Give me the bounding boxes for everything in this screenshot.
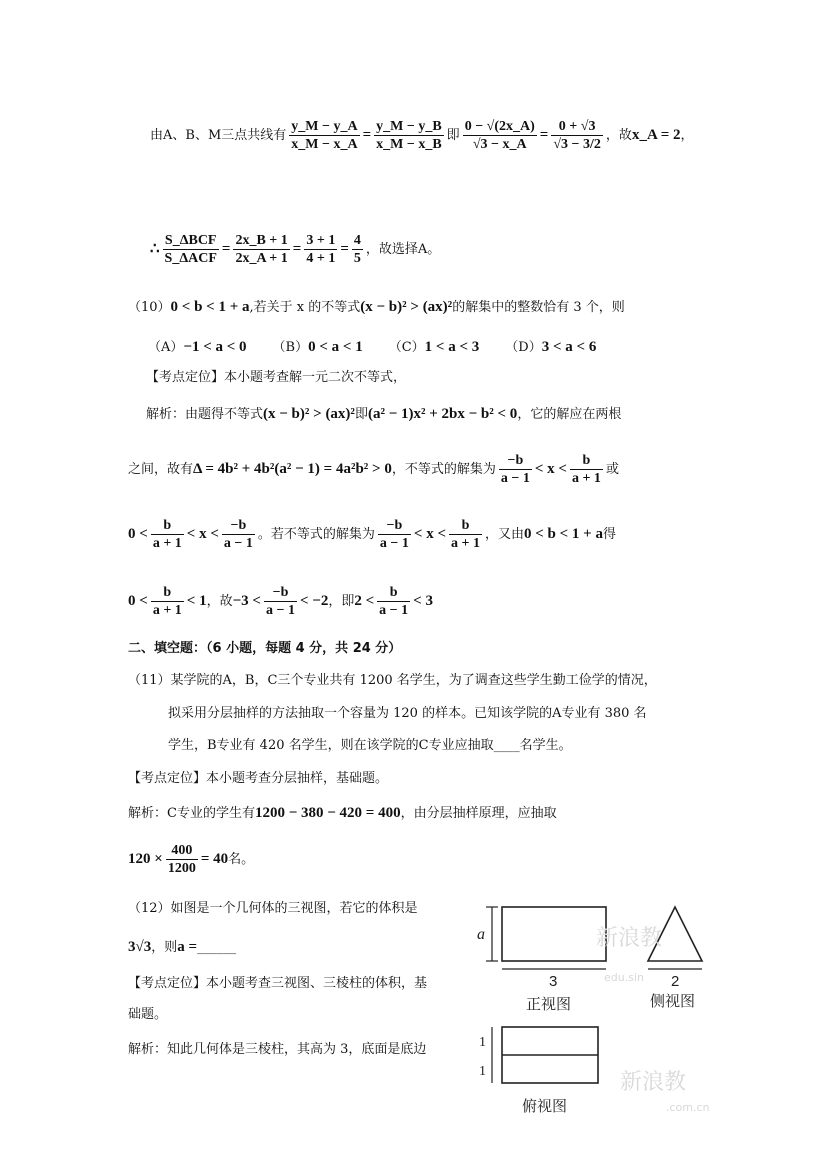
dim-1b-label: 1 (479, 1064, 486, 1079)
fraction (449, 517, 482, 552)
option-label: （C） (388, 340, 425, 355)
denominator: x_M − x_A (291, 137, 358, 152)
q11-solution (128, 804, 557, 823)
denominator: a − 1 (223, 536, 253, 551)
math: 120 × (128, 851, 163, 867)
q10-solution-line-1 (146, 405, 621, 424)
text: ， (680, 128, 694, 143)
option-b (273, 340, 363, 355)
text: ，即 (328, 594, 355, 609)
q12-knowledge-point-line-2: 础题。 (128, 1007, 168, 1022)
option-a (148, 340, 247, 355)
numerator: y_M − y_B (376, 119, 442, 134)
numerator: −b (222, 517, 255, 535)
text: ,若关于 x 的不等式 (249, 300, 361, 315)
top-view (479, 1027, 598, 1115)
question-10-options (148, 338, 596, 357)
watermark-text-1: 新浪教 (596, 926, 663, 951)
math: 3√3 (128, 939, 152, 955)
denominator: 5 (353, 251, 361, 266)
equals: = (221, 241, 231, 257)
option-value: 0 < a < 1 (308, 339, 363, 355)
side-view (648, 907, 702, 1010)
math: = 40 (200, 851, 229, 867)
question-10 (128, 298, 625, 317)
question-number: （10） (128, 300, 171, 315)
option-value: 3 < a < 6 (541, 339, 597, 355)
text: 由A、B、M三点共线有 (150, 128, 287, 143)
equals: = (362, 127, 372, 143)
numerator: −b (378, 517, 411, 535)
denominator: S_ΔACF (164, 251, 217, 266)
watermark-url-1: edu.sin (604, 971, 644, 984)
fraction (222, 517, 255, 552)
fraction (233, 232, 289, 267)
watermark-text-2: 新浪教 (620, 1070, 687, 1095)
text: 名。 (228, 852, 255, 867)
text: ，故 (605, 128, 632, 143)
numerator: b (377, 584, 410, 602)
math: (a² − 1)x² + 2bx − b² < 0 (367, 406, 518, 422)
front-view (477, 907, 606, 1013)
text: 。若不等式的解集为 (257, 527, 375, 542)
option-value: −1 < a < 0 (183, 339, 247, 355)
fraction (163, 232, 219, 267)
q11-line-1: （11）某学院的A，B，C三个专业共有 1200 名学生，为了调查这些学生勤工俭学的情况， (128, 673, 657, 688)
fraction (378, 517, 411, 552)
denominator: a − 1 (379, 536, 409, 551)
dim-2-label: 2 (671, 973, 680, 990)
q11-result (128, 842, 254, 877)
text: 得 (602, 527, 616, 542)
line-collinear (150, 118, 694, 153)
equals: = (539, 127, 549, 143)
q12-solution: 解析：知此几何体是三棱柱，其高为 3，底面是底边 (128, 1042, 427, 1057)
front-view-rectangle (502, 907, 606, 961)
denominator: a − 1 (500, 471, 530, 486)
numerator: 4 (353, 233, 361, 248)
option-d (505, 340, 596, 355)
q10-knowledge-point: 【考点定位】本小题考查解一元二次不等式， (146, 370, 407, 385)
text: 即 (446, 128, 460, 143)
text: 的解集中的整数恰有 3 个，则 (452, 300, 625, 315)
q10-solution-line-4 (128, 584, 433, 619)
fraction (551, 118, 603, 153)
q11-line-2: 拟采用分层抽样的方法抽取一个容量为 120 的样本。已知该学院的A专业有 380 名 (168, 706, 647, 721)
text: 或 (605, 462, 619, 477)
text: ，不等式的解集为 (391, 462, 496, 477)
numerator: b (151, 584, 184, 602)
three-view-figure (470, 893, 730, 1163)
fraction (377, 584, 410, 619)
denominator: a + 1 (451, 536, 480, 551)
section-heading-fill-in: 二、填空题：（6 小题，每题 4 分，共 24 分） (128, 641, 402, 656)
fraction (151, 517, 184, 552)
q12-knowledge-point-line-1: 【考点定位】本小题考查三视图、三棱柱的体积，基 (128, 976, 428, 991)
fraction (374, 118, 444, 153)
denominator: x_M − x_B (376, 137, 442, 152)
numerator: 2x_B + 1 (235, 233, 288, 248)
fraction (151, 584, 184, 619)
denominator: a + 1 (152, 536, 182, 551)
math: (x − b)² > (ax)² (263, 406, 355, 422)
text: 解析：C专业的学生有 (128, 806, 255, 821)
numerator: 400 (166, 842, 198, 860)
equals: = (340, 241, 349, 257)
numerator: b (449, 517, 482, 535)
option-label: （D） (505, 340, 542, 355)
fraction (304, 232, 337, 267)
fraction (499, 452, 532, 487)
q10-solution-line-3 (128, 517, 616, 552)
math: 0 < (128, 526, 148, 542)
numerator: y_M − y_A (291, 119, 358, 134)
math: 2 < (354, 593, 375, 609)
math: < 3 (413, 593, 433, 609)
top-view-label: 俯视图 (522, 1097, 568, 1115)
text: ，它的解应在两根 (517, 407, 622, 422)
denominator: a − 1 (379, 603, 409, 618)
text: ，又由 (484, 527, 524, 542)
numerator: −b (499, 452, 532, 470)
numerator: S_ΔBCF (163, 232, 219, 250)
text: 即 (354, 407, 368, 422)
math: < x < (534, 461, 567, 477)
q10-solution-line-2 (128, 452, 619, 487)
numerator: 3 + 1 (306, 233, 336, 248)
fraction (166, 842, 198, 877)
option-label: （A） (148, 340, 184, 355)
numerator: b (151, 517, 184, 535)
math: < x < (186, 526, 219, 542)
q11-knowledge-point: 【考点定位】本小题考查分层抽样，基础题。 (128, 771, 389, 786)
equals: = (292, 241, 302, 257)
option-c (389, 340, 480, 355)
math: 0 < b < 1 + a (524, 526, 603, 542)
therefore: ∴ (150, 241, 160, 257)
math: < x < (413, 526, 446, 542)
math: −3 < (232, 593, 261, 609)
denominator: a + 1 (571, 471, 601, 486)
math: Δ = 4b² + 4b²(a² − 1) = 4a²b² > 0 (193, 461, 392, 477)
math: < −2 (299, 593, 329, 609)
option-label: （B） (272, 340, 309, 355)
text: 解析：由题得不等式 (146, 407, 264, 422)
denominator: √3 − 3/2 (553, 137, 601, 152)
q12-line-1: （12）如图是一个几何体的三视图，若它的体积是 (128, 901, 418, 916)
math: 0 < (128, 593, 148, 609)
fraction (352, 232, 363, 267)
denominator: 2x_A + 1 (235, 251, 288, 266)
line-area-ratio (150, 232, 440, 267)
front-view-label: 正视图 (526, 995, 572, 1013)
text: ，由分层抽样原理，应抽取 (400, 806, 557, 821)
text: ，则 (151, 940, 178, 955)
fraction (289, 118, 359, 153)
denominator: a + 1 (152, 603, 182, 618)
math: 0 < b < 1 + a (170, 299, 250, 315)
answer-blank: ______ (197, 940, 237, 955)
math: a = (177, 939, 198, 955)
math: x_A = 2 (631, 127, 681, 143)
numerator: b (570, 452, 603, 470)
option-value: 1 < a < 3 (424, 339, 480, 355)
numerator: 0 − √(2x_A) (464, 119, 535, 134)
denominator: √3 − x_A (472, 137, 527, 152)
math: (x − b)² > (ax)² (360, 299, 453, 315)
watermark-url-2: .com.cn (666, 1101, 710, 1114)
text: 之间，故有 (128, 462, 194, 477)
fraction (264, 584, 297, 619)
dim-3-label: 3 (549, 973, 558, 990)
text: ，故选择A。 (365, 242, 441, 257)
q11-line-3: 学生，B专业有 420 名学生，则在该学院的C专业应抽取____名学生。 (168, 738, 572, 753)
math: < 1 (186, 593, 207, 609)
fraction (570, 452, 603, 487)
q12-line-2 (128, 938, 236, 957)
dim-1a-label: 1 (479, 1035, 486, 1050)
dim-a-label: a (477, 926, 485, 943)
denominator: 4 + 1 (306, 251, 336, 266)
text: ，故 (206, 594, 233, 609)
math: 1200 − 380 − 420 = 400 (254, 805, 401, 821)
denominator: a − 1 (265, 603, 295, 618)
denominator: 1200 (167, 861, 196, 876)
numerator: −b (264, 584, 297, 602)
numerator: 0 + √3 (551, 118, 603, 136)
side-view-label: 侧视图 (650, 992, 696, 1010)
fraction (463, 118, 537, 153)
